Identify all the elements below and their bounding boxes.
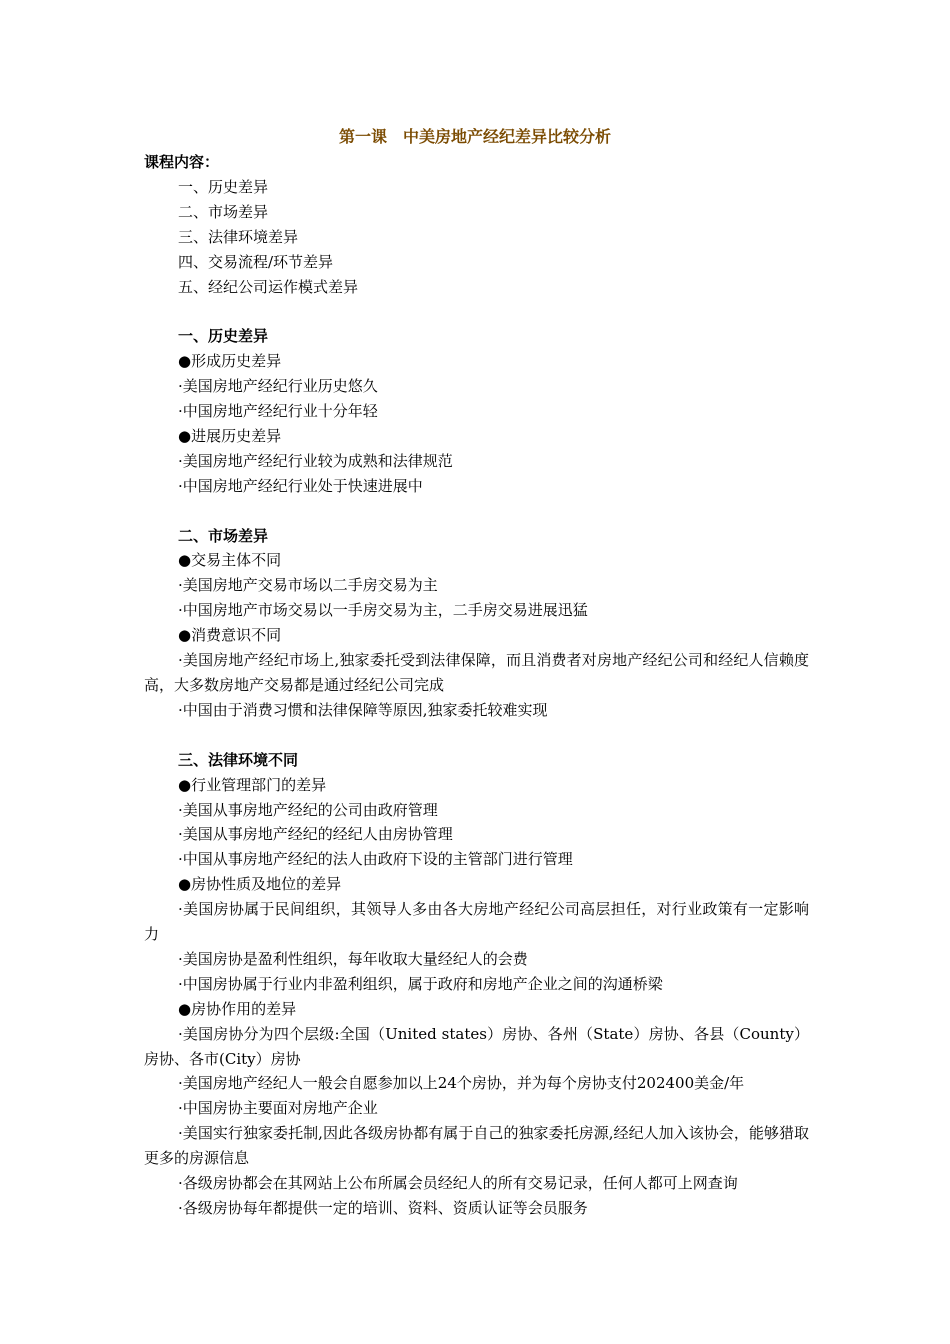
- bullet-line: ●房协性质及地位的差异: [178, 875, 342, 894]
- toc-list: [144, 175, 809, 300]
- document-body: [144, 150, 809, 1221]
- toc-item: 五、经纪公司运作模式差异: [178, 277, 359, 296]
- bullet-line: ·中国由于消费习惯和法律保障等原因,独家委托较难实现: [178, 700, 548, 719]
- spacer: [144, 499, 809, 524]
- bullet-line: ·中国房地产经纪行业处于快速进展中: [178, 476, 423, 495]
- bullet-line: ·美国房地产经纪人一般会自愿参加以上24个房协，并为每个房协支付202400美金/年: [178, 1074, 745, 1093]
- bullet-line: ●消费意识不同: [178, 626, 282, 645]
- bullet-line: ·美国从事房地产经纪的经纪人由房协管理: [178, 825, 453, 844]
- section-heading: 二、市场差异: [178, 526, 269, 545]
- bullet-line: ·各级房协每年都提供一定的培训、资料、资质认证等会员服务: [178, 1199, 588, 1218]
- bullet-line: ●形成历史差异: [178, 352, 282, 371]
- section-history: [144, 324, 809, 498]
- toc-item: 四、交易流程/环节差异: [178, 252, 334, 271]
- bullet-line: ·中国房协属于行业内非盈利组织，属于政府和房地产企业之间的沟通桥梁: [178, 974, 663, 993]
- spacer: [144, 299, 809, 324]
- bullet-line: ●进展历史差异: [178, 426, 282, 445]
- toc-item: 一、历史差异: [178, 177, 269, 196]
- paragraph: ·美国房协属于民间组织，其领导人多由各大房地产经纪公司高层担任，对行业政策有一定影响力: [144, 900, 809, 944]
- bullet-line: ·中国房协主要面对房地产企业: [178, 1099, 378, 1118]
- spacer: [144, 723, 809, 748]
- bullet-line: ·美国房协是盈利性组织，每年收取大量经纪人的会费: [178, 949, 528, 968]
- paragraph: ·美国房协分为四个层级:全国（United states）房协、各州（State）房协、各县（County）房协、各市(City）房协: [144, 1024, 809, 1068]
- bullet-line: ●房协作用的差异: [178, 999, 297, 1018]
- bullet-line: ·中国房地产市场交易以一手房交易为主，二手房交易进展迅猛: [178, 601, 588, 620]
- bullet-line: ·美国房地产经纪行业较为成熟和法律规范: [178, 451, 453, 470]
- section-heading: 三、法律环境不同: [178, 750, 299, 769]
- section-heading: 一、历史差异: [178, 327, 269, 346]
- paragraph: ·美国实行独家委托制,因此各级房协都有属于自己的独家委托房源,经纪人加入该协会，能够猎取更多的房源信息: [144, 1124, 809, 1168]
- toc-item: 三、法律环境差异: [178, 227, 299, 246]
- section-market: [144, 524, 809, 723]
- bullet-line: ·各级房协都会在其网站上公布所属会员经纪人的所有交易记录，任何人都可上网查询: [178, 1174, 738, 1193]
- toc-item: 二、市场差异: [178, 202, 269, 221]
- bullet-line: ●交易主体不同: [178, 551, 282, 570]
- bullet-line: ·中国房地产经纪行业十分年轻: [178, 402, 378, 421]
- bullet-line: ·中国从事房地产经纪的法人由政府下设的主管部门进行管理: [178, 850, 573, 869]
- bullet-line: ·美国从事房地产经纪的公司由政府管理: [178, 800, 438, 819]
- bullet-line: ·美国房地产交易市场以二手房交易为主: [178, 576, 438, 595]
- paragraph: ·美国房地产经纪市场上,独家委托受到法律保障，而且消费者对房地产经纪公司和经纪人信赖度高，大多数房地产交易都是通过经纪公司完成: [144, 651, 809, 694]
- bullet-line: ●行业管理部门的差异: [178, 775, 327, 794]
- bullet-line: ·美国房地产经纪行业历史悠久: [178, 377, 378, 396]
- course-label: 课程内容：: [144, 153, 220, 171]
- document-title: 第一课 中美房地产经纪差异比较分析: [338, 127, 611, 146]
- section-legal: [144, 748, 809, 1221]
